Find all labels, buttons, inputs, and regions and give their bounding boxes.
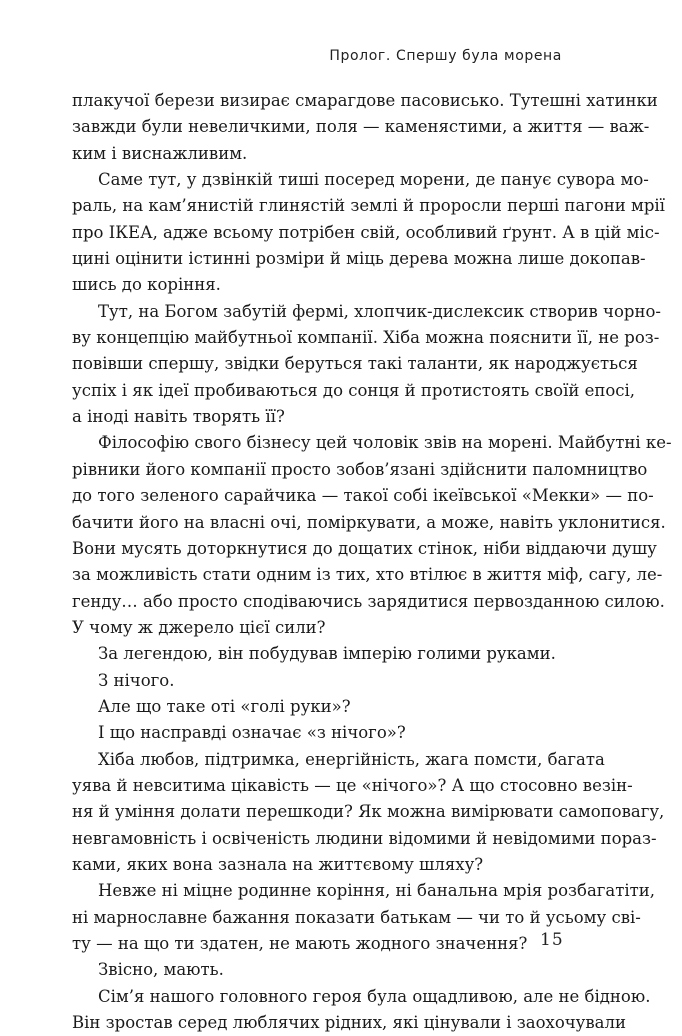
text-line: ні марнославне бажання показати батькам — чи то й усьому сві- — [72, 907, 641, 927]
text-line: цині оцінити істинні розміри й міць дерева можна лише докопав- — [72, 249, 646, 269]
text-line: уява й невситима цікавість — це «нічого»? А що стосовно везін- — [72, 775, 633, 795]
text-line: Він зростав серед люблячих рідних, які цінували і заохочували — [72, 1013, 626, 1033]
text-line: Саме тут, у дзвінкій тиші посеред морени, де панує сувора мо- — [98, 170, 649, 190]
text-line: З нічого. — [98, 670, 175, 690]
text-line: ву концепцію майбутньої компанії. Хіба можна пояснити її, не роз- — [72, 328, 660, 348]
text-line: За легендою, він побудував імперію голими руками. — [98, 644, 556, 664]
text-line: У чому ж джерело цієї сили? — [72, 617, 326, 637]
text-line: рівники його компанії просто зобов’язані здійснити паломництво — [72, 459, 648, 479]
text-line: бачити його на власні очі, поміркувати, а може, навіть уклонитися. — [72, 512, 666, 532]
body-text — [72, 88, 672, 1036]
text-line: Але що таке оті «голі руки»? — [98, 696, 351, 716]
text-line: до того зеленого сарайчика — такої собі ікеївської «Мекки» — по- — [72, 486, 654, 506]
text-line: плакучої берези визирає смарагдове пасовисько. Тутешні хатинки — [72, 91, 658, 110]
text-line: Сім’я нашого головного героя була ощадливою, але не бідною. — [98, 986, 651, 1006]
text-line: а іноді навіть творять її? — [72, 407, 285, 427]
text-line: Хіба любов, підтримка, енергійність, жага помсти, багата — [98, 749, 605, 769]
text-line: Вони мусять доторкнутися до дощатих стінок, ніби віддаючи душу — [72, 538, 657, 558]
page-number: 15 — [540, 930, 564, 950]
text-line: Тут, на Богом забутій фермі, хлопчик-дислексик створив чорно- — [98, 301, 661, 321]
text-line: Невже ні міцне родинне коріння, ні банальна мрія розбагатіти, — [98, 881, 656, 901]
text-line: невгамовність і освіченість людини відомими й невідомими пораз- — [72, 828, 657, 848]
text-line: завжди були невеличкими, поля — каменястими, а життя — важ- — [72, 117, 650, 137]
running-head: Пролог. Спершу була морена — [329, 48, 562, 64]
text-line: раль, на кам’янистій глинястій землі й проросли перші пагони мрії — [72, 196, 665, 216]
text-line: генду… або просто сподіваючись зарядитися первозданною силою. — [72, 591, 665, 611]
text-line: ня й уміння долати перешкоди? Як можна вимірювати самоповагу, — [72, 802, 665, 822]
text-line: ками, яких вона зазнала на життєвому шляху? — [72, 854, 484, 874]
text-line: Філософію свого бізнесу цей чоловік звів на морені. Майбутні ке- — [98, 433, 672, 453]
text-line: успіх і як ідеї пробиваються до сонця й протистоять своїй епосі, — [72, 380, 636, 400]
text-line: про ІКЕА, адже всьому потрібен свій, особливий ґрунт. А в цій міс- — [72, 222, 660, 242]
text-line: ким і виснажливим. — [72, 143, 248, 163]
text-line: Звісно, мають. — [98, 960, 224, 980]
text-line: ту — на що ти здатен, не мають жодного значення? — [72, 934, 528, 953]
text-line: шись до коріння. — [72, 275, 221, 295]
text-line: І що насправді означає «з нічого»? — [98, 723, 406, 743]
text-line: за можливість стати одним із тих, хто втілює в життя міф, сагу, ле- — [72, 565, 663, 585]
text-line: повівши спершу, звідки беруться такі таланти, як народжується — [72, 354, 638, 374]
